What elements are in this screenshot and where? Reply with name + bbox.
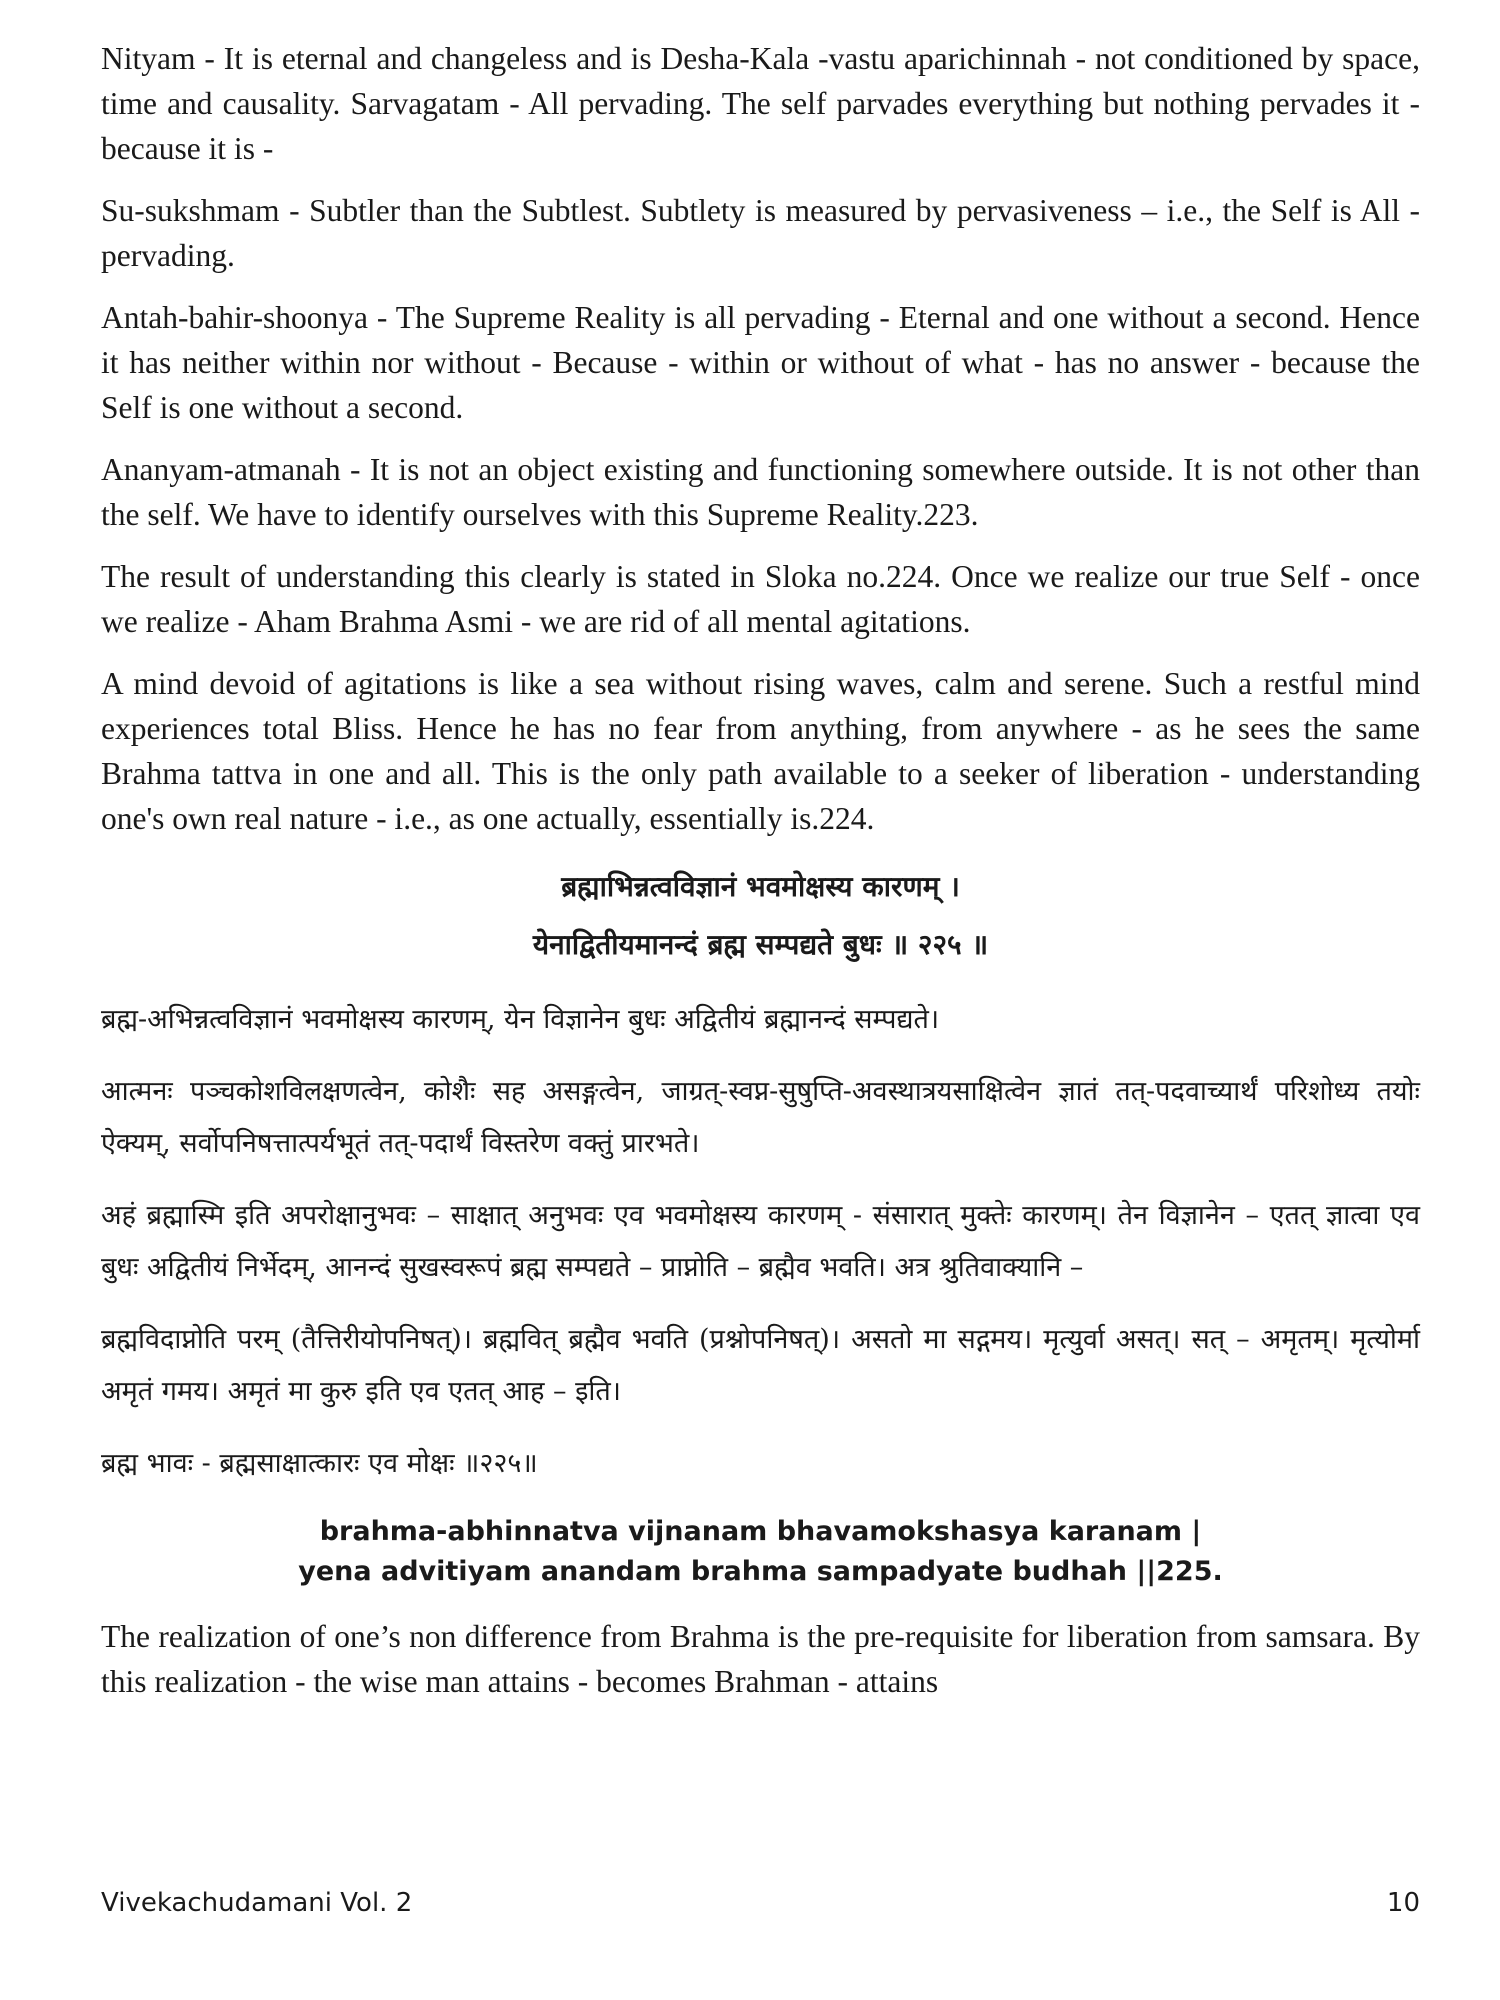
verse-transliteration bbox=[101, 1512, 1420, 1592]
paragraph-result: The result of understanding this clearly is stated in Sloka no.224. Once we realize our true Self - once we realize - Aham Brahma Asmi - we are rid of all mental agitations. bbox=[101, 559, 1420, 639]
paragraph-nityam: Nityam - It is eternal and changeless and is Desha-Kala -vastu aparichinnah - not conditioned by space, time and causality. Sarvagatam - All pervading. The self parvades everything but nothing pervades it - because it is - bbox=[101, 41, 1420, 166]
verse-line-2: येनाद्वितीयमानन्दं ब्रह्म सम्पद्यते बुधः ॥ २२५ ॥ bbox=[532, 928, 989, 961]
paragraph-su-sukshmam: Su-sukshmam - Subtler than the Subtlest. Subtlety is measured by pervasiveness – i.e., the Self is All - pervading. bbox=[101, 193, 1420, 273]
verse-line-1: ब्रह्माभिन्नत्वविज्ञानं भवमोक्षस्य कारणम् । bbox=[561, 870, 960, 903]
paragraph-ananyam-atmanah: Ananyam-atmanah - It is not an object existing and functioning somewhere outside. It is not other than the self. We have to identify ourselves with this Supreme Reality.223. bbox=[101, 452, 1420, 532]
sanskrit-paragraph-4: ब्रह्मविदाप्नोति परम् (तैत्तिरीयोपनिषत्)। ब्रह्मवित् ब्रह्मैव भवति (प्रश्नोपनिषत्)। असतो मा सद्गमय। मृत्युर्वा असत्। सत् – अमृतम्। मृत्योर्मा अमृतं गमय। अमृतं मा कुरु इति एव एतत् आह – इति। bbox=[101, 1324, 1420, 1407]
sanskrit-paragraph-5: ब्रह्म भावः - ब्रह्मसाक्षात्कारः एव मोक्षः ॥२२५॥ bbox=[101, 1448, 538, 1479]
footer-page-number: 10 bbox=[1386, 1888, 1420, 1918]
sanskrit-paragraph-2: आत्मनः पञ्चकोशविलक्षणत्वेन, कोशैः सह असङ्गत्वेन, जाग्रत्-स्वप्न-सुषुप्ति-अवस्थात्रयसाक्षित्वेन ज्ञातं तत्-पदवाच्यार्थं परिशोध्य तयोः ऐक्यम्, सर्वोपनिषत्तात्पर्यभूतं तत्-पदार्थं विस्तरेण वक्तुं प्रारभते। bbox=[101, 1076, 1420, 1159]
paragraph-mind-devoid: A mind devoid of agitations is like a sea without rising waves, calm and serene. Such a restful mind experiences total Bliss. Hence he has no fear from anything, from anywhere - as he sees the same Brahma tattva in one and all. This is the only path available to a seeker of liberation - understanding one's own real nature - i.e., as one actually, essentially is.224. bbox=[101, 666, 1420, 836]
transliteration-line-2: yena advitiyam anandam brahma sampadyate budhah ||225. bbox=[298, 1556, 1223, 1587]
paragraph-realization: The realization of one’s non difference from Brahma is the pre-requisite for liberation from samsara. By this realization - the wise man attains - becomes Brahman - attains bbox=[101, 1619, 1420, 1699]
english-commentary-top bbox=[101, 36, 1420, 841]
sanskrit-paragraph-1: ब्रह्म-अभिन्नत्वविज्ञानं भवमोक्षस्य कारणम्, येन विज्ञानेन बुधः अद्वितीयं ब्रह्मानन्दं सम्पद्यते। bbox=[101, 1004, 940, 1035]
footer-book-title: Vivekachudamani Vol. 2 bbox=[101, 1888, 413, 1918]
sanskrit-verse-225 bbox=[101, 858, 1420, 974]
page-footer bbox=[101, 1888, 1420, 1918]
sanskrit-commentary bbox=[101, 994, 1420, 1490]
transliteration-line-1: brahma-abhinnatva vijnanam bhavamokshasya karanam | bbox=[319, 1516, 1202, 1547]
sanskrit-paragraph-3: अहं ब्रह्मास्मि इति अपरोक्षानुभवः – साक्षात् अनुभवः एव भवमोक्षस्य कारणम् - संसारात् मुक्तेः कारणम्। तेन विज्ञानेन – एतत् ज्ञात्वा एव बुधः अद्वितीयं निर्भेदम्, आनन्दं सुखस्वरूपं ब्रह्म सम्पद्यते – प्राप्नोति – ब्रह्मैव भवति। अत्र श्रुतिवाक्यानि – bbox=[101, 1200, 1420, 1283]
paragraph-antah-bahir-shoonya: Antah-bahir-shoonya - The Supreme Reality is all pervading - Eternal and one without a second. Hence it has neither within nor without - Because - within or without of what - has no answer - because the Self is one without a second. bbox=[101, 300, 1420, 425]
